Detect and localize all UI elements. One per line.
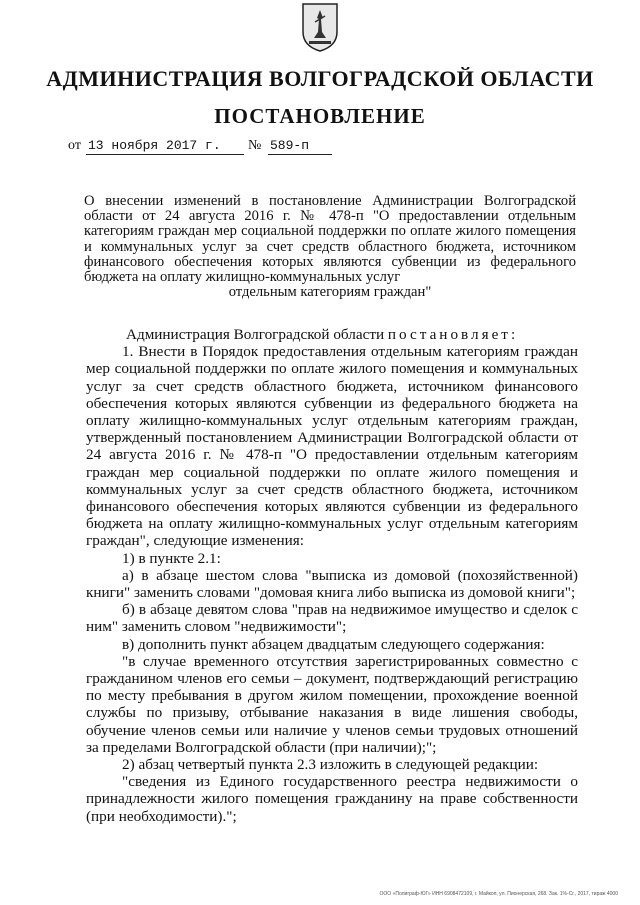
coat-of-arms-icon	[301, 2, 339, 52]
intro-verb: постановляет:	[387, 326, 519, 343]
date-prefix: от	[68, 138, 81, 153]
body-paragraph: "в случае временного отсутствия зарегистрированных совместно с гражданином членов его семьи – документ, подтверждающий регистрацию по месту пребывания в другом жилом помещении, прохождение военной службы по призыву, отбывание наказания в виде лишения свободы, обучение членов семьи или наличие у членов семьи трудовых отношений за пределами Волгоградской области (при наличии);";	[86, 652, 578, 756]
body-paragraph: б) в абзаце девятом слова "прав на недвижимое имущество и сделок с ним" заменить словом "недвижимости";	[86, 601, 578, 636]
body-paragraph: а) в абзаце шестом слова "выписка из домовой (похозяйственной) книги" заменить словами "домовая книга либо выписка из домовой книги";	[86, 566, 578, 602]
body-paragraph: "сведения из Единого государственного реестра недвижимости о принадлежности жилого помещения гражданину на праве собственности (при необходимости).";	[86, 773, 578, 825]
document-number: 589-п	[268, 138, 332, 155]
subject-text: О внесении изменений в постановление Администрации Волгоградской области от 24 августа 2016 г. № 478-п "О предоставлении отдельным категориям граждан мер социальной поддержки по оплате жилого помещения и коммунальных услуг за счет средств областного бюджета, источником финансового обеспечения которых являются субвенции из федерального бюджета на оплату жилищно-коммунальных услуг	[84, 193, 576, 286]
number-prefix: №	[248, 138, 262, 153]
subject-last-line: отдельным категориям граждан"	[228, 284, 432, 301]
intro-text: Администрация Волгоградской области	[126, 326, 385, 343]
body-paragraph: 1) в пункте 2.1:	[122, 549, 221, 567]
document-date: 13 ноября 2017 г.	[86, 138, 244, 155]
body-paragraph: 1. Внести в Порядок предоставления отдельным категориям граждан мер социальной поддержки по оплате жилого помещения и коммунальных услуг за счет средств областного бюджета, источником финансового обеспечения которых являются субвенции из федерального бюджета на оплату жилищно-коммунальных услуг отдельным категориям граждан, утвержденный постановлением Администрации Волгоградской области от 24 августа 2016 г. № 478-п "О предоставлении отдельным категориям граждан мер социальной поддержки по оплате жилого помещения и коммунальных услуг за счет средств областного бюджета, источником финансового обеспечения которых являются субвенции из федерального бюджета на оплату жилищно-коммунальных услуг отдельным категориям граждан", следующие изменения:	[86, 343, 578, 550]
body-paragraph: 2) абзац четвертый пункта 2.3 изложить в следующей редакции:	[122, 756, 539, 774]
document-type: ПОСТАНОВЛЕНИЕ	[214, 104, 426, 128]
intro-paragraph	[86, 326, 578, 343]
organization-name: АДМИНИСТРАЦИЯ ВОЛГОГРАДСКОЙ ОБЛАСТИ	[46, 66, 594, 91]
document-subject	[84, 194, 576, 300]
document-body	[86, 326, 578, 825]
body-paragraph: в) дополнить пункт абзацем двадцатым следующего содержания:	[122, 635, 545, 653]
printer-imprint: ООО «Полиграф-ЮГ» ИНН 6908472109, г. Майкоп, ул. Пионерская, 268. Зак. 1%-Сг., 2017, тираж 4000	[379, 891, 618, 897]
